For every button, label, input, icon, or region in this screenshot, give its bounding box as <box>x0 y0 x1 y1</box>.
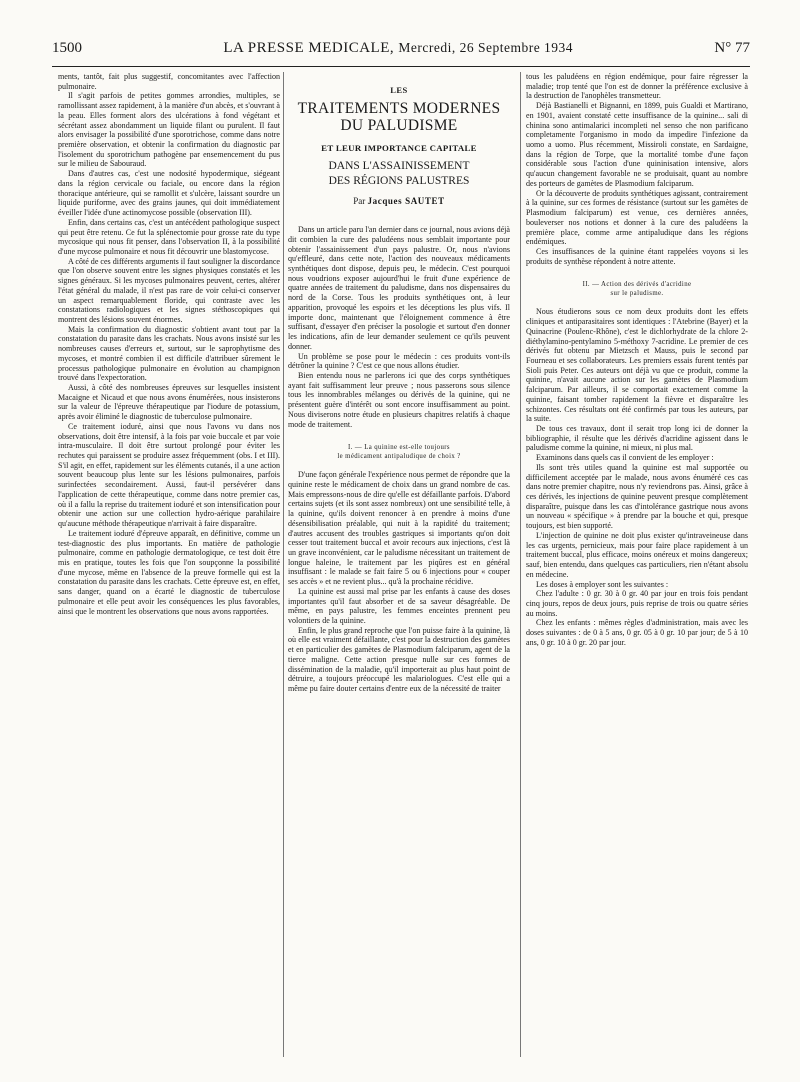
journal-masthead <box>223 40 573 57</box>
paragraph: Ils sont très utiles quand la quinine est mal supportée ou difficilement acceptée par le malade, nous avons énuméré ces cas dans notre premier chapitre, nous n'y reviendrons pas. Ainsi, grâce à ces dérivés, les injections de quinine peuvent presque complètement disparaître, puisque dans les cas d'intolérance gastrique nous avons un nouveau « spécifique » à prendre par la bouche et qui, presque toujours, est bien supporté. <box>526 462 748 531</box>
page-header <box>52 40 750 67</box>
issue-number: N° 77 <box>714 40 750 56</box>
article-title: DU PALUDISME <box>340 116 458 134</box>
paragraph: Le traitement ioduré d'épreuve apparaît, en définitive, comme un test-diagnostic des plus importants. En matière de pathologie pulmonaire, comme en pathologie dermatologique, ce test doit être mis en pratique, toutes les fois que l'on soupçonne la possibilité d'une mycose, même en l'absence de la preuve formelle qui est la constatation du parasite dans les crachats. Cette épreuve est, en effet, sans danger, quand on a écarté le diagnostic de tuberculose pulmonaire et elle peut avoir les conséquences les plus favorables, ainsi que le montrent les observations que nous avons rapportées. <box>58 528 280 616</box>
column-left <box>58 72 280 616</box>
paragraph: Déjà Bastianelli et Bignanni, en 1899, puis Gualdi et Martirano, en 1901, avaient constaté cette insuffisance de la quinine... sali di chinina sono antimalarici incompleti nel senso che non parificano completamente l'organismo in modo da impedire l'infezione da uomo a uomo. Plus récemment, Missiroli constate, en Sardaigne, dans la région de Torpe, que la mortalité tombe d'une façon considérable sous l'action d'une quininisation intensive, alors qu'aucun changement favorable ne se produisait, quant au nombre des porteurs de gamètes de Plasmodium falciparum. <box>526 101 748 188</box>
paragraph: Il s'agit parfois de petites gommes arrondies, multiples, se ramollissant assez rapidement, à la manière d'un abcès, et s'ouvrant à la peau. Elles forment alors des ulcérations à fond végétant et sécrétant assez abondamment un liquide filant ou purulent. Il faut alors envisager la possibilité d'une sporotrichose, comme dans notre première observation, et obtenir la confirmation du diagnostic par l'isolement du sporotrichum pathogène par ensemencement du pus sur le milieu de Sabouraud. <box>58 91 280 169</box>
paragraph: Chez l'adulte : 0 gr. 30 à 0 gr. 40 par jour en trois fois pendant cinq jours, repos de deux jours, puis reprise de trois ou quatre séries au moins. <box>526 589 748 618</box>
journal-name: LA PRESSE MEDICALE, <box>223 40 395 56</box>
article-subtitle: DANS L'ASSAINISSEMENT <box>328 160 470 173</box>
paragraph: Chez les enfants : mêmes règles d'administration, mais avec les doses suivantes : de 0 à 5 ans, 0 gr. 05 à 0 gr. 10 par jour; de 5 à 10 ans, 0 gr. 10 à 0 gr. 20 par jour. <box>526 618 748 647</box>
section-heading <box>526 280 748 298</box>
title-article: LES <box>390 85 408 95</box>
byline <box>288 197 510 207</box>
column-right <box>526 72 748 648</box>
article-title-block <box>288 86 510 207</box>
byline-prefix: Par <box>353 196 366 207</box>
page-number: 1500 <box>52 40 82 56</box>
column-divider <box>283 72 284 1057</box>
section-heading-line: I. — La quinine est-elle toujours <box>348 444 450 452</box>
issue-date: Mercredi, 26 Septembre 1934 <box>398 40 574 55</box>
paragraph: Ce traitement ioduré, ainsi que nous l'avons vu dans nos observations, doit être intensif, à la fois par voie buccale et par voie intra-musculaire. Il doit être surtout prolongé pour éviter les rechutes qui paraissent se produire assez fréquemment (obs. I et III). S'il agit, en effet, rapidement sur les éléments cutanés, il a une action souvent beaucoup plus lente sur les lésions pulmonaires, parfois surinfectées secondairement. Aussi, faut-il persévérer dans l'application de cette thérapeutique, comme dans notre premier cas, où il a fallu la reprise du traitement ioduré et son intensification pour obtenir une action sur une collection hydro-aérique parahilaire qu'aucune méthode thérapeutique n'arrivait à faire disparaître. <box>58 421 280 529</box>
paragraph: A côté de ces différents arguments il faut souligner la discordance que l'on observe souvent entre les signes physiques constatés et les signes généraux. Si les mycoses pulmonaires peuvent, certes, altérer l'état général du malade, il n'est pas rare de voir celui-ci conserver un aspect remarquablement floride, qui contraste avec les constatations radiologiques et les signes stéthoscopiques qui montrent des lésions souvent énormes. <box>58 256 280 324</box>
section-heading <box>288 443 510 461</box>
paragraph: Mais la confirmation du diagnostic s'obtient avant tout par la constatation du parasite dans les crachats. Nous avons insisté sur les nombreuses causes d'erreurs et, surtout, sur le saprophytisme des mycoses, et montré combien il est difficile d'attribuer sûrement le processus pathologique pulmonaire en évolution au champignon trouvé dans l'expectoration. <box>58 324 280 383</box>
paragraph: tous les paludéens en région endémique, pour faire régresser la maladie; trop tenté que l'on est de donner la préférence exclusive à la destruction de l'anophèles transmetteur. <box>526 72 748 101</box>
column-middle <box>288 72 510 694</box>
paragraph: Examinons dans quels cas il convient de les employer : <box>536 453 714 463</box>
paragraph: Les doses à employer sont les suivantes : <box>536 579 669 589</box>
paragraph: ments, tantôt, fait plus suggestif, concomitantes avec l'affection pulmonaire. <box>58 72 280 91</box>
section-heading-line: le médicament antipaludique de choix ? <box>337 453 461 461</box>
paragraph: Nous étudierons sous ce nom deux produits dont les effets cliniques et antiparasitaires sont identiques : l'Atebrine (Bayer) et la Quinacrine (Poulenc-Rhône), c'est le dichlorhydrate de la chlore 2-diéthylamino-pentylamino 5-méthoxy 7-acridine. Le premier de ces dérivés fut obtenu par Mietzsch et Mauss, puis le second par Fourneau et ses collaborateurs. Les premiers essais furent tentés par Sioli puis Peter. Ces auteurs ont déjà vu que ce produit, comme la quinine, n'avait aucune action sur les gamètes de Plasmodium falciparum. Par ailleurs, il se comportait exactement comme la quinine, faisant tomber rapidement la fièvre et disparaître les schizontes. Ces résultats ont été confirmés par tous les auteurs, par la suite. <box>526 307 748 424</box>
paragraph: Un problème se pose pour le médecin : ces produits vont-ils détrôner la quinine ? C'est ce que nous allons étudier. <box>288 351 510 371</box>
paragraph: D'une façon générale l'expérience nous permet de répondre que la quinine reste le médicament de choix dans un grand nombre de cas. Mais empressons-nous de dire qu'elle est défaillante parfois. D'abord certains sujets (et ils sont assez nombreux) ont une sensibilité telle, à la quinine, qu'ils doivent renoncer à en prendre à moins d'une désensibilisation préalable, qui nuit à la rapidité du traitement; d'autres accusent des troubles gastriques si importants qu'on doit cesser tout traitement buccal et avoir recours aux injections, c'est là un grave inconvénient, car le paludisme nécessitant un traitement de longue haleine, le traitement par les piqûres est en général insuffisant : le malade se fait faire 5 ou 6 injections pour « couper ses accès » et ne revient plus... qu'à la prochaine récidive. <box>288 470 510 587</box>
paragraph: La quinine est aussi mal prise par les enfants à cause des doses importantes qu'il faut absorber et de sa saveur désagréable. De même, en pays palustre, les femmes enceintes prennent peu volontiers de la quinine. <box>288 586 510 626</box>
paragraph: Aussi, à côté des nombreuses épreuves sur lesquelles insistent Macaigne et Nicaud et que nous avons énumérées, nous insisterons sur la valeur de l'épreuve thérapeutique par l'iodure de potassium, après avoir éliminé le diagnostic de tuberculose pulmonaire. <box>58 383 280 422</box>
section-heading-line: sur le paludisme. <box>610 290 664 298</box>
paragraph: L'injection de quinine ne doit plus exister qu'intraveineuse dans les cas urgents, pernicieux, mais pour faire place rapidement à un traitement buccal, plus efficace, moins onéreux et moins dangereux; sauf, bien entendu, dans quelques cas particuliers, rien n'étant absolu en médecine. <box>526 530 748 579</box>
paragraph: Dans d'autres cas, c'est une nodosité hypodermique, siégeant dans la région cervicale ou faciale, ou encore dans la région thoracique antérieure, qui se ramollit et s'ulcère, laissant sourdre un liquide puriforme, avec des grains jaunes, qui doit immédiatement éveiller l'idée d'une actinomycose possible (observation III). <box>58 169 280 218</box>
paragraph: Dans un article paru l'an dernier dans ce journal, nous avions déjà dit combien la cure des paludéens nous semblait importante pour obtenir l'assainissement d'un pays palustre. Or, nous n'avions qu'effleuré, dans cette note, l'action des nouveaux médicaments synthétiques dont dispose, depuis peu, le médecin. C'est pourquoi nous voudrions exposer aujourd'hui le fruit d'une expérience de quatre années de traitement du paludisme, dans nos dispensaires du nord de la Corse. Tous les produits synthétiques ont, à leur apparition, provoqué les espoirs et les déceptions les plus vifs. Il importe donc, maintenant que l'éloignement commence à être suffisant, d'essayer d'en préciser la posologie et surtout d'en donner les indications, afin de leur demander seulement ce qu'ils peuvent donner. <box>288 225 510 351</box>
column-divider <box>520 72 521 1057</box>
article-subtitle: DES RÉGIONS PALUSTRES <box>328 175 470 188</box>
paragraph: Enfin, le plus grand reproche que l'on puisse faire à la quinine, là où elle est vraiment défaillante, c'est pour la destruction des gamètes et en particulier des gamètes de Plasmodium falciparum, agent de la tierce maligne. Cette action presque nulle sur ces formes de dissémination de la maladie, qu'il importerait au plus haut point de détruire, a toujours préoccupé les malariologues. C'est elle qui a même pu faire douter certains d'entre eux de la nécessité de traiter <box>288 625 510 694</box>
paragraph: Or la découverte de produits synthétiques agissant, contrairement à la quinine, sur ces formes de résistance (surtout sur les gamètes de Plasmodium falciparum) est venue, ces dernières années, bouleverser nos notions et donner à la cure des paludéens la première place, comme arme antipaludique dans les régions endémiques. <box>526 188 748 247</box>
paragraph: Enfin, dans certains cas, c'est un antécédent pathologique suspect qui peut être retenu. Ce fut la splénectomie pour grosse rate du type mycosique qui nous fit penser, dans l'observation II, à la possibilité d'une mycose pulmonaire et nous fit découvrir une blastomycose. <box>58 217 280 256</box>
section-heading-line: II. — Action des dérivés d'acridine <box>582 281 692 289</box>
author-name: Jacques SAUTET <box>367 196 445 207</box>
paragraph: Ces insuffisances de la quinine étant rappelées voyons si les produits de synthèse répondent à notre attente. <box>526 246 748 266</box>
article-subtitle: ET LEUR IMPORTANCE CAPITALE <box>321 142 477 153</box>
article-title: TRAITEMENTS MODERNES <box>297 99 501 117</box>
paragraph: Bien entendu nous ne parlerons ici que des corps synthétiques ayant fait suffisamment leur preuve ; nous passerons sous silence tous les innombrables mélanges ou dérivés de la quinine, qui ne présentent guère d'intérêt ou sont encore insuffisamment au point. Nous diviserons notre étude en plusieurs chapitres relatifs à chaque mode de traitement. <box>288 370 510 429</box>
paragraph: De tous ces travaux, dont il serait trop long ici de donner la bibliographie, il résulte que les dérivés d'acridine agissent dans le paludisme comme la quinine, ni mieux, ni plus mal. <box>526 424 748 453</box>
